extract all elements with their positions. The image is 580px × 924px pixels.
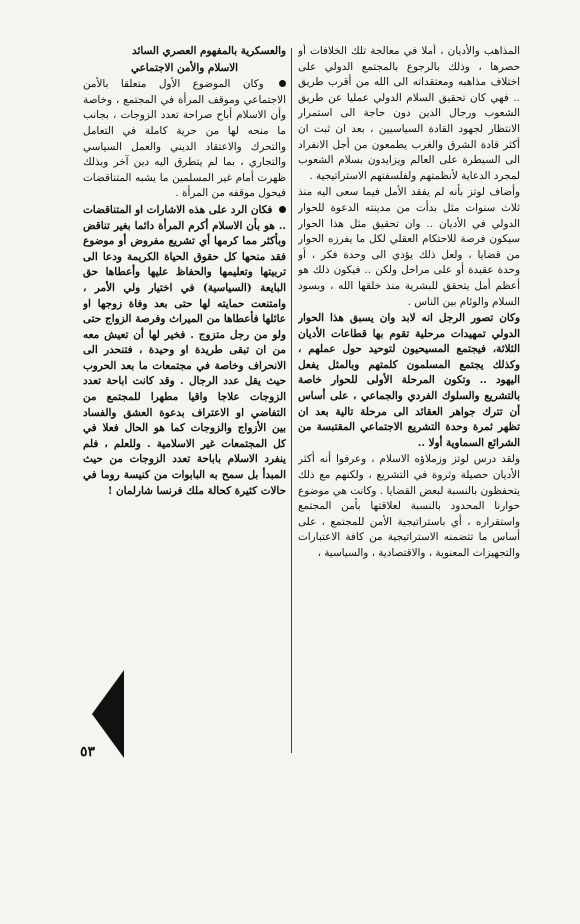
paragraph: وكان تصور الرجل انه لابد وان يسبق هذا الحوار الدولي تمهيدات مرحلية تقوم بها قطاعات الأديان الثلاثة، فيجتمع المسيحيون لتوحيد حول عملهم ، وكذلك يجتمع المسلمون كلمتهم وبالمثل يفعل اليهود .. وتكون المرحلة الأولى للحوار خاصة بالتشريع والسلوك الفردي والجماعي ، على أساس أن تترك جواهر العقائد الى مرحلة تالية بعد ان تظهر ثمرة وحدة التشريع الاجتماعي المقتبسة من الشرائع السماوية أولا .. xyxy=(298,312,520,449)
bullet-icon xyxy=(279,206,286,213)
paragraph: وأضاف لوتز بأنه لم يفقد الأمل فيما سعى اليه منذ ثلاث سنوات مثل بدأت من مدينته الدعوة للحوار الدولي في الأديان .. وان تحقيق مثل هذا الحوار سيكون فرصة للاحتكام العقلي لكل ما يفرزه الحوار من قضايا ، ولعل ذلك يؤدي الى وحدة فكر ، أو وحدة عقيدة أو على مراحل ولكن .. فيكون ذلك هو أعظم أمل يتحقق للبشرية منذ خلقها الله ، وبسود السلام والوئام بين الناس . xyxy=(298,186,520,308)
paragraph-text: وكان الموضوع الأول متعلقا بالأمن الاجتماعي وموقف المرأة في المجتمع ، وخاصة وأن الاسلام أباح صراحة تعدد الزوجات ، بجانب ما منحه لها من حرية كاملة في التعامل والتحرك والاعتقاد الديني والعمل السياسي والتجاري ، بما لم يتطرق اليه دين آخر وبذلك ظهرت أمام غير المسلمين ما يشبه المتناقضات فيحول موقفه من المرأة . xyxy=(83,78,286,200)
section-heading: الاسلام والأمن الاجتماعي xyxy=(130,61,239,74)
right-column xyxy=(298,44,520,756)
bullet-icon xyxy=(279,80,286,87)
paragraph-text: فكان الرد على هذه الاشارات او المتناقضات .. هو بأن الاسلام أكرم المرأة دائما بغير تناقض وبأكثر مما كرمها أي تشريع مفروض أو موضوع فقد منحها كل حقوق الحياة الكريمة ودعا الى تربيتها وتعليمها والحفاظ عليها وأعطاها حق البايعة (السياسية) في اختيار ولي الأمر ، وامتنعت حمايته لها حتى بعد وفاة زوجها او عائلها فأعطاها من الميراث وفرصة الزواج حتى ولو من رجل متزوج . فخير لها أن تعيش معه من ان تبقى طريدة او وحيدة ، فتنحدر الى الانحراف وخاصة في مجتمعات ما بعد الحروب حيث يقل عدد الرجال . وقد كانت اباحة تعدد الزوجات علاجا واقيا مطهرا للمجتمع من التفاضي او الاعتراف بدعوة العشق والفساد بين الأزواج والزوجات كما هو الحال فعلا في كل المجتمعات غير الاسلامية . وللعلم ، فلم ينفرد الاسلام باباحة تعدد الزوجات من حيث المبدأ بل سمح به البابوات من كنيسة روما في حالات كثيرة كحالة ملك فرنسا شارلمان ! xyxy=(83,203,286,497)
paragraph xyxy=(83,203,286,499)
paragraph xyxy=(83,77,286,202)
triangle-arrow-icon xyxy=(92,670,124,758)
intro-line: والعسكرية بالمفهوم العصري السائد xyxy=(132,45,286,57)
column-divider xyxy=(291,48,292,753)
left-column xyxy=(83,44,286,604)
paragraph: المذاهب والأديان ، أملا في معالجة تلك الخلافات أو حصرها ، وذلك بالرجوع بالمجتمع الدولي على اختلاف مذاهبه ومعتقداته الى الله من أقرب طريق .. فهي كان تحقيق السلام الدولي عمليا عن طريق الشعوب ورجال الدين دون حاجة الى استمرار الانتظار لجهود القادة السياسيين ، بعد ان ثبت ان أكثر قادة الشرق والغرب يطمعون من أجل الانفراد الى السيطرة على العالم ويزايدون بسلام الشعوب لمجرد الدعاية لأنظمتهم ولفلسفتهم الاستراتيجية . xyxy=(298,45,520,182)
paragraph: ولقد درس لوتز وزملاؤه الاسلام ، وعرفوا أنه أكثر الأديان حصيلة وثروة في التشريع ، ولكنهم مع ذلك يتحفظون بالنسبة لبعض القضايا . وكانت هي موضوع حوارنا المحدود بالنسبة لعلاقتها بأمن المجتمع واستقراره ، أي باستراتيجية الأمن للمجتمع ، على أساس ما تتضمنه الاستراتيجية من كافة الاعتبارات والتجهيزات المعنوية ، والاقتصادية ، والسياسية ، xyxy=(298,453,520,559)
page-number: ٥٣ xyxy=(80,744,96,760)
